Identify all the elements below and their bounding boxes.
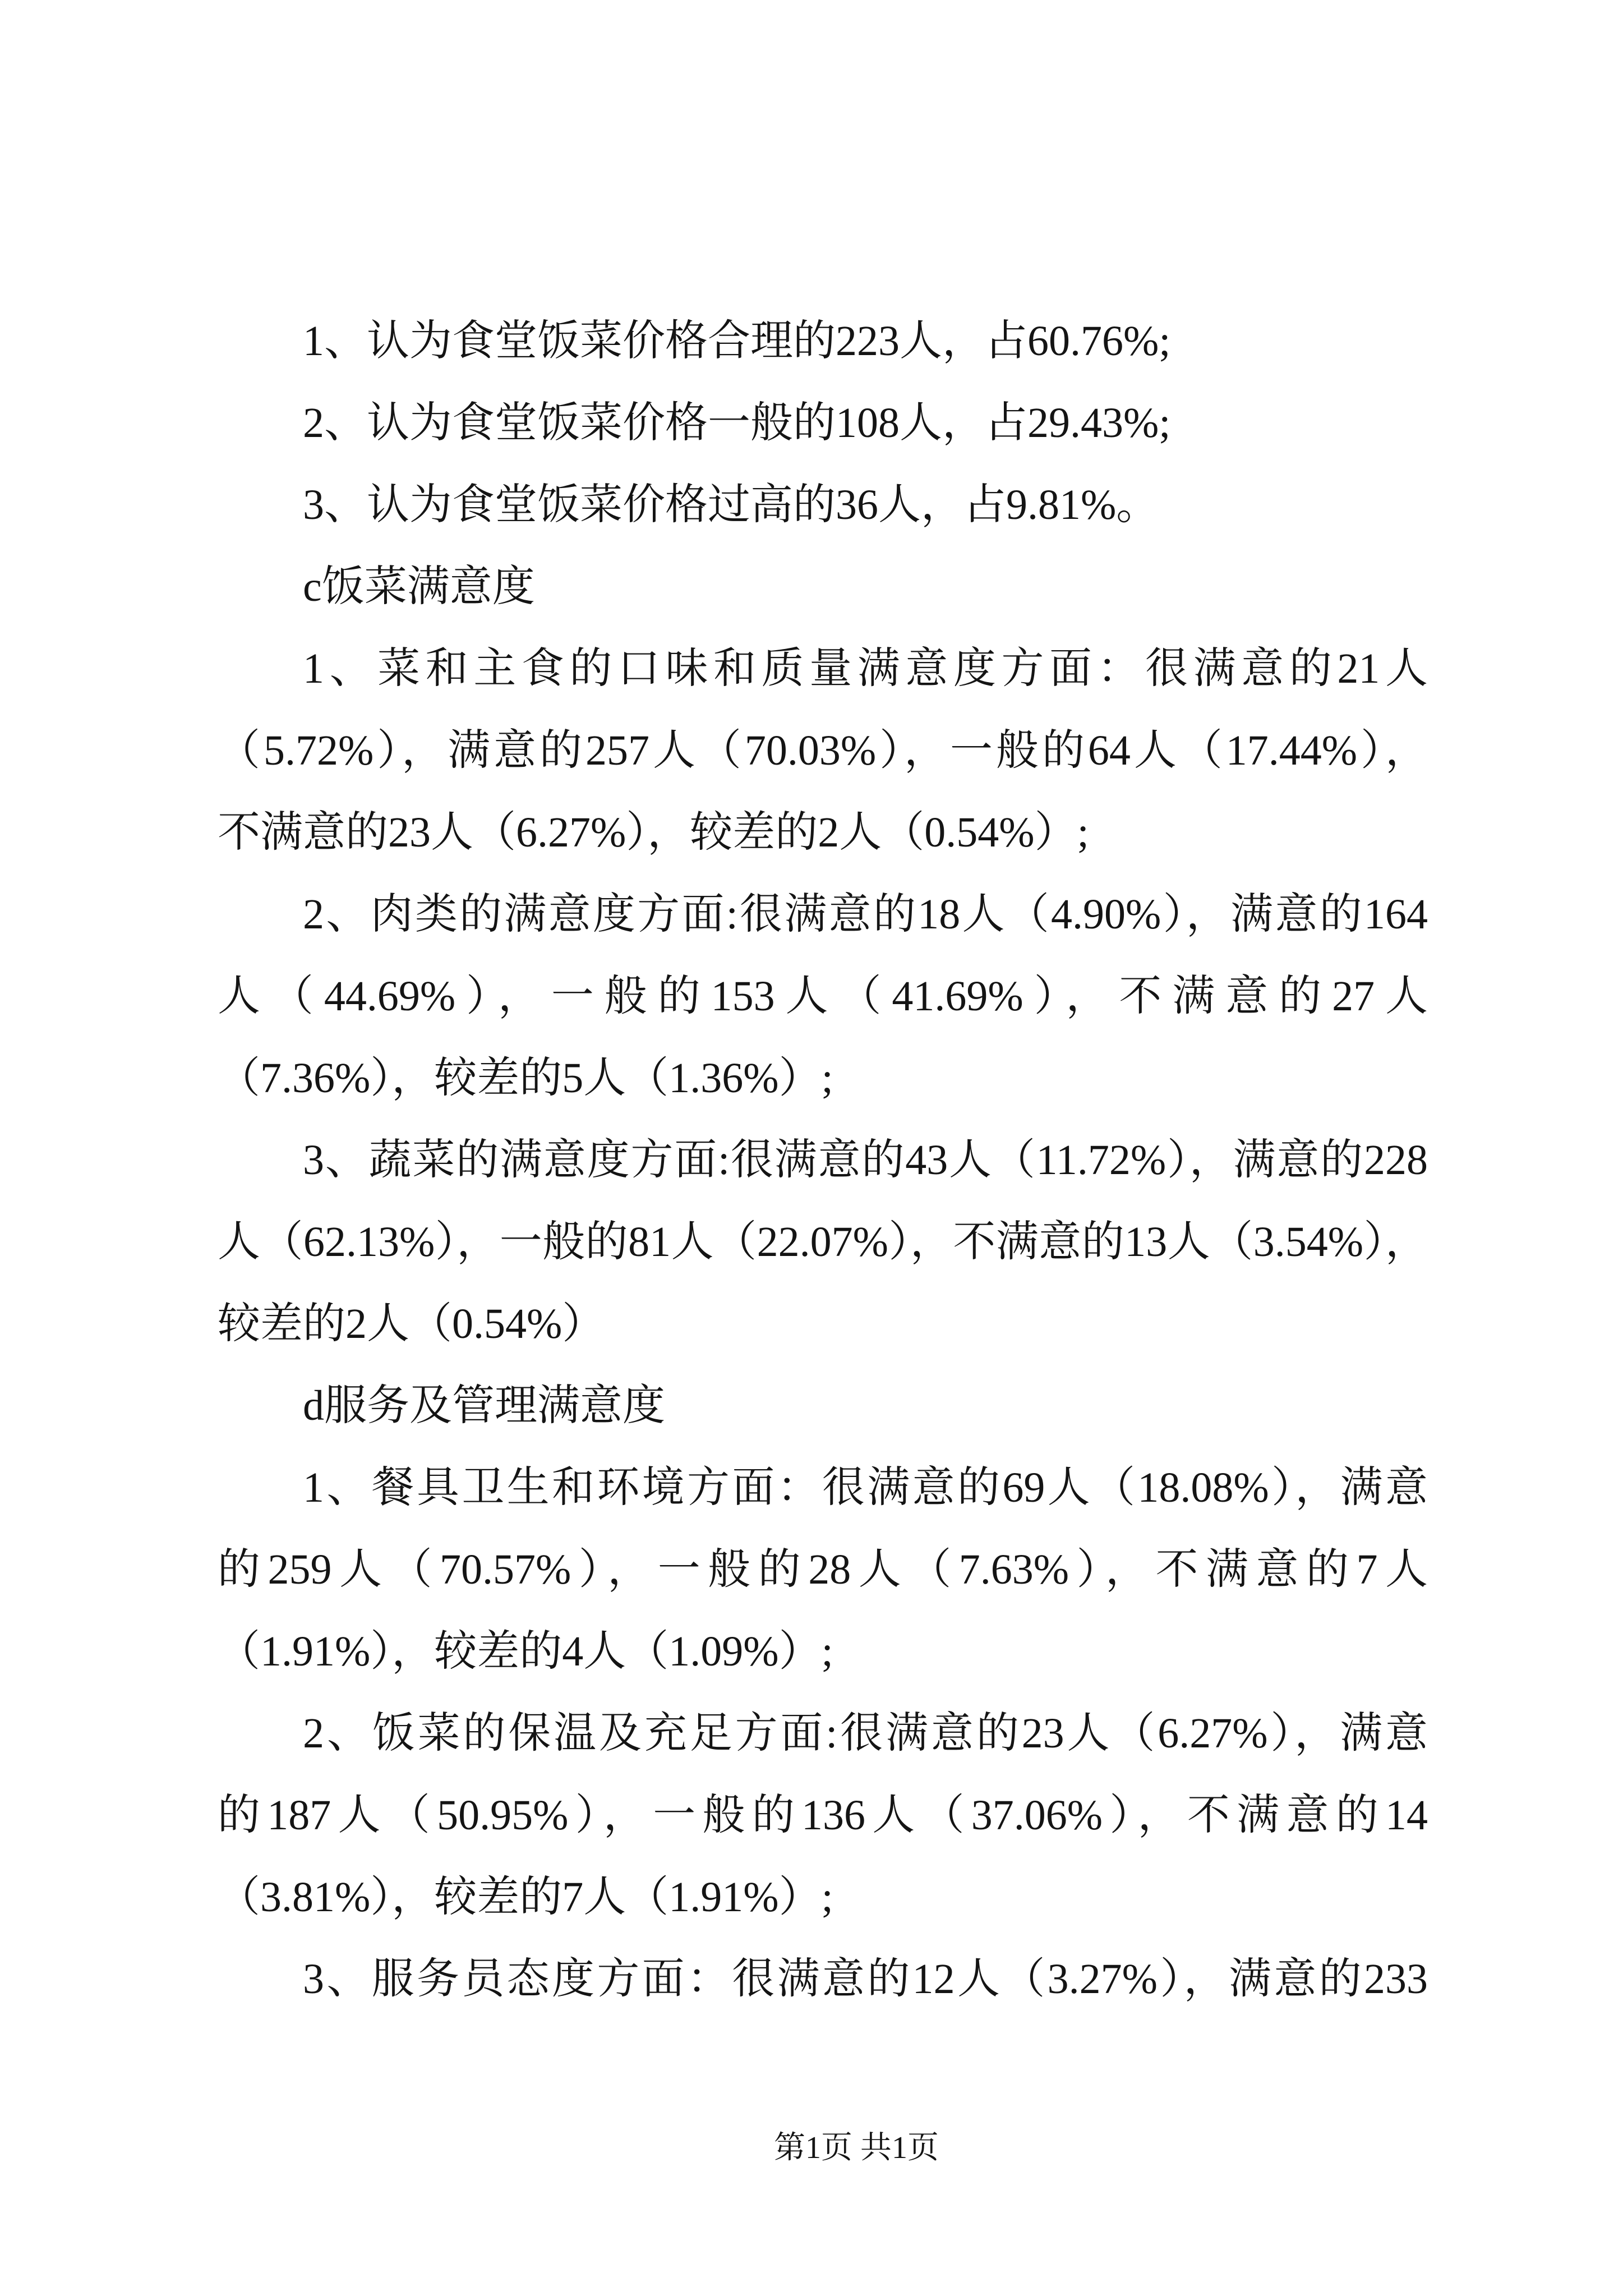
section-heading: c饭菜满意度 <box>303 563 535 610</box>
paragraph-line: 较差的2人（0.54%） <box>218 1300 605 1347</box>
document-body <box>218 300 1428 2020</box>
paragraph-line: 1、餐具卫生和环境方面：很满意的69人（18.08%），满意 <box>303 1464 1428 1511</box>
page-footer: 第1页 共1页 <box>774 2131 939 2165</box>
paragraph-line: 3、蔬菜的满意度方面:很满意的43人（11.72%），满意的228 <box>303 1137 1428 1184</box>
paragraph-line: 1、认为食堂饭菜价格合理的223人，占60.76%; <box>303 318 1171 365</box>
paragraph-line: 人（62.13%），一般的81人（22.07%），不满意的13人（3.54%）， <box>218 1218 1428 1266</box>
paragraph-line: 人（44.69%），一般的153人（41.69%），不满意的27人 <box>218 973 1428 1020</box>
price-item-too-high <box>218 464 1428 546</box>
section-heading: d服务及管理满意度 <box>303 1382 665 1429</box>
paragraph-line: 2、认为食堂饭菜价格一般的108人，占29.43%; <box>303 399 1171 447</box>
section-heading-service-management <box>218 1365 1428 1447</box>
food-item-meat <box>218 873 1428 1119</box>
paragraph-line: （1.91%），较差的4人（1.09%）; <box>218 1628 833 1675</box>
paragraph-line: 3、认为食堂饭菜价格过高的36人，占9.81%。 <box>303 481 1159 528</box>
paragraph-line: 的187人（50.95%），一般的136人（37.06%），不满意的14 <box>218 1792 1428 1839</box>
paragraph-line: 3、服务员态度方面：很满意的12人（3.27%），满意的233 <box>303 1955 1428 2003</box>
service-item-hygiene <box>218 1447 1428 1692</box>
paragraph-line: 的259人（70.57%），一般的28人（7.63%），不满意的7人 <box>218 1546 1428 1593</box>
price-item-average <box>218 382 1428 464</box>
food-item-taste-quality <box>218 628 1428 873</box>
paragraph-line: （3.81%），较差的7人（1.91%）; <box>218 1874 833 1921</box>
paragraph-line: 2、饭菜的保温及充足方面:很满意的23人（6.27%），满意 <box>303 1710 1428 1757</box>
food-item-vegetables <box>218 1119 1428 1365</box>
paragraph-line: 2、肉类的满意度方面:很满意的18人（4.90%），满意的164 <box>303 891 1428 938</box>
paragraph-line: （5.72%），满意的257人（70.03%），一般的64人（17.44%）， <box>218 727 1428 774</box>
paragraph-line: （7.36%），较差的5人（1.36%）; <box>218 1055 833 1102</box>
section-heading-food-satisfaction <box>218 546 1428 628</box>
paragraph-line: 1、菜和主食的口味和质量满意度方面：很满意的21人 <box>303 645 1428 692</box>
service-item-staff-attitude <box>218 1938 1428 2020</box>
service-item-warmth-sufficiency <box>218 1692 1428 1938</box>
paragraph-line: 不满意的23人（6.27%），较差的2人（0.54%）; <box>218 809 1089 856</box>
price-item-reasonable <box>218 300 1428 382</box>
